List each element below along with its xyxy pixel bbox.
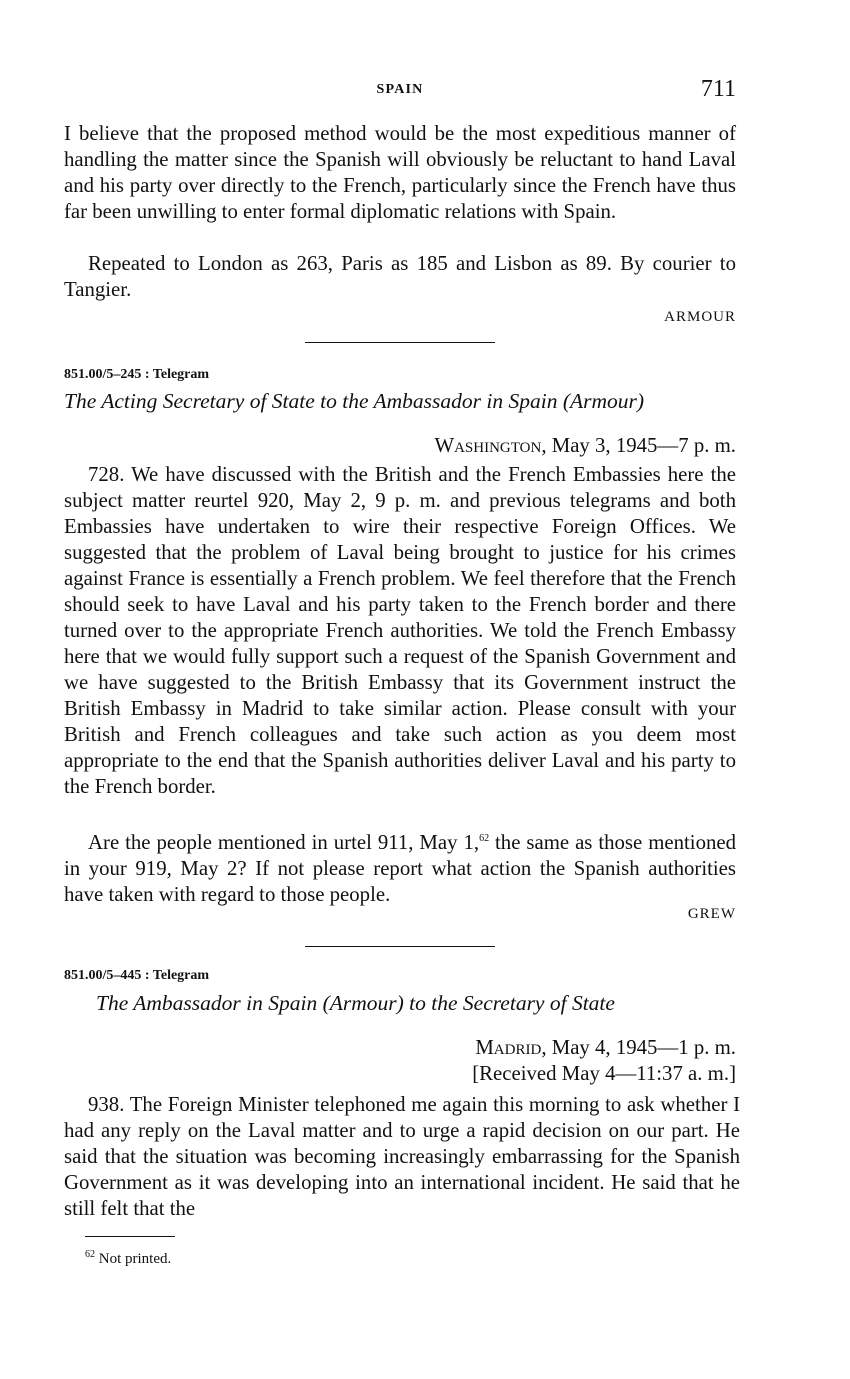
footnote-divider: [85, 1236, 175, 1237]
footnote: [85, 1249, 171, 1268]
paragraph-repeated: Repeated to London as 263, Paris as 185 and Lisbon as 89. By courier to Tangier.: [64, 252, 736, 301]
signoff-grew: GREW: [687, 906, 736, 922]
paragraph-proposed-method: I believe that the proposed method would be the most expeditious manner of handling the matter since the Spanish will obviously be reluctant to hand Laval and his party over directly to the French, particularly since the French have thus far been unwilling to enter formal diplomatic relations with Spain.: [64, 122, 736, 223]
dateline: [475, 1036, 736, 1060]
document-title: The Acting Secretary of State to the Ambassador in Spain (Armour): [64, 389, 645, 413]
running-head: SPAIN: [376, 82, 424, 97]
signoff-armour: ARMOUR: [664, 309, 736, 325]
dateline-date: , May 3, 1945—7 p. m.: [541, 434, 736, 457]
paragraph-728: 728. We have discussed with the British and the French Embassies here the subject matter reurtel 920, May 2, 9 p. m. and previous telegrams and both Embassies have undertaken to wire their respective Foreign Offices. We suggested that the problem of Laval being brought to justice for his crimes against France is essentially a French problem. We feel therefore that the French should seek to have Laval and his party taken to the French border and there turned over to the appropriate French authorities. We told the French Embassy here that we would fully support such a request of the Spanish Government and we have suggested to the British Embassy that its Government instruct the British Embassy in Madrid to take similar action. Please consult with your British and French colleagues and take such action as you deem most appropriate to the end that the Spanish authorities deliver Laval and his party to the French border.: [64, 463, 736, 798]
paragraph-text-start: Are the people mentioned in urtel 911, May 1,: [88, 830, 480, 854]
footnote-text: Not printed.: [95, 1251, 172, 1267]
section-divider: [305, 946, 495, 947]
page-number: 711: [700, 76, 736, 102]
document-title: The Ambassador in Spain (Armour) to the Secretary of State: [96, 991, 615, 1015]
file-reference: 851.00/5–245 : Telegram: [64, 367, 210, 382]
dateline-place: Madrid: [475, 1036, 542, 1059]
paragraph-are-the-people: [64, 826, 736, 908]
footnote-reference: 62: [479, 833, 490, 844]
footnote-marker: 62: [85, 1249, 95, 1260]
page-header: [64, 76, 736, 106]
section-divider: [305, 342, 495, 343]
file-reference: 851.00/5–445 : Telegram: [64, 968, 210, 983]
dateline-date: , May 4, 1945—1 p. m.: [541, 1036, 736, 1059]
received-line: [Received May 4—11:37 a. m.]: [472, 1062, 736, 1085]
dateline-place: Washington: [434, 434, 542, 457]
dateline: [434, 434, 736, 458]
paragraph-938: 938. The Foreign Minister telephoned me again this morning to ask whether I had any reply on the Laval matter and to urge a rapid decision on our part. He said that the situation was becoming increasingly embarrassing for the Spanish Government as it was developing into an international incident. He said that he still felt that the: [64, 1093, 740, 1220]
paragraph-text-end: the same as those mentioned in your 919, May 2? If not please report what action the Spanish authorities have taken with regard to those people.: [64, 830, 736, 906]
